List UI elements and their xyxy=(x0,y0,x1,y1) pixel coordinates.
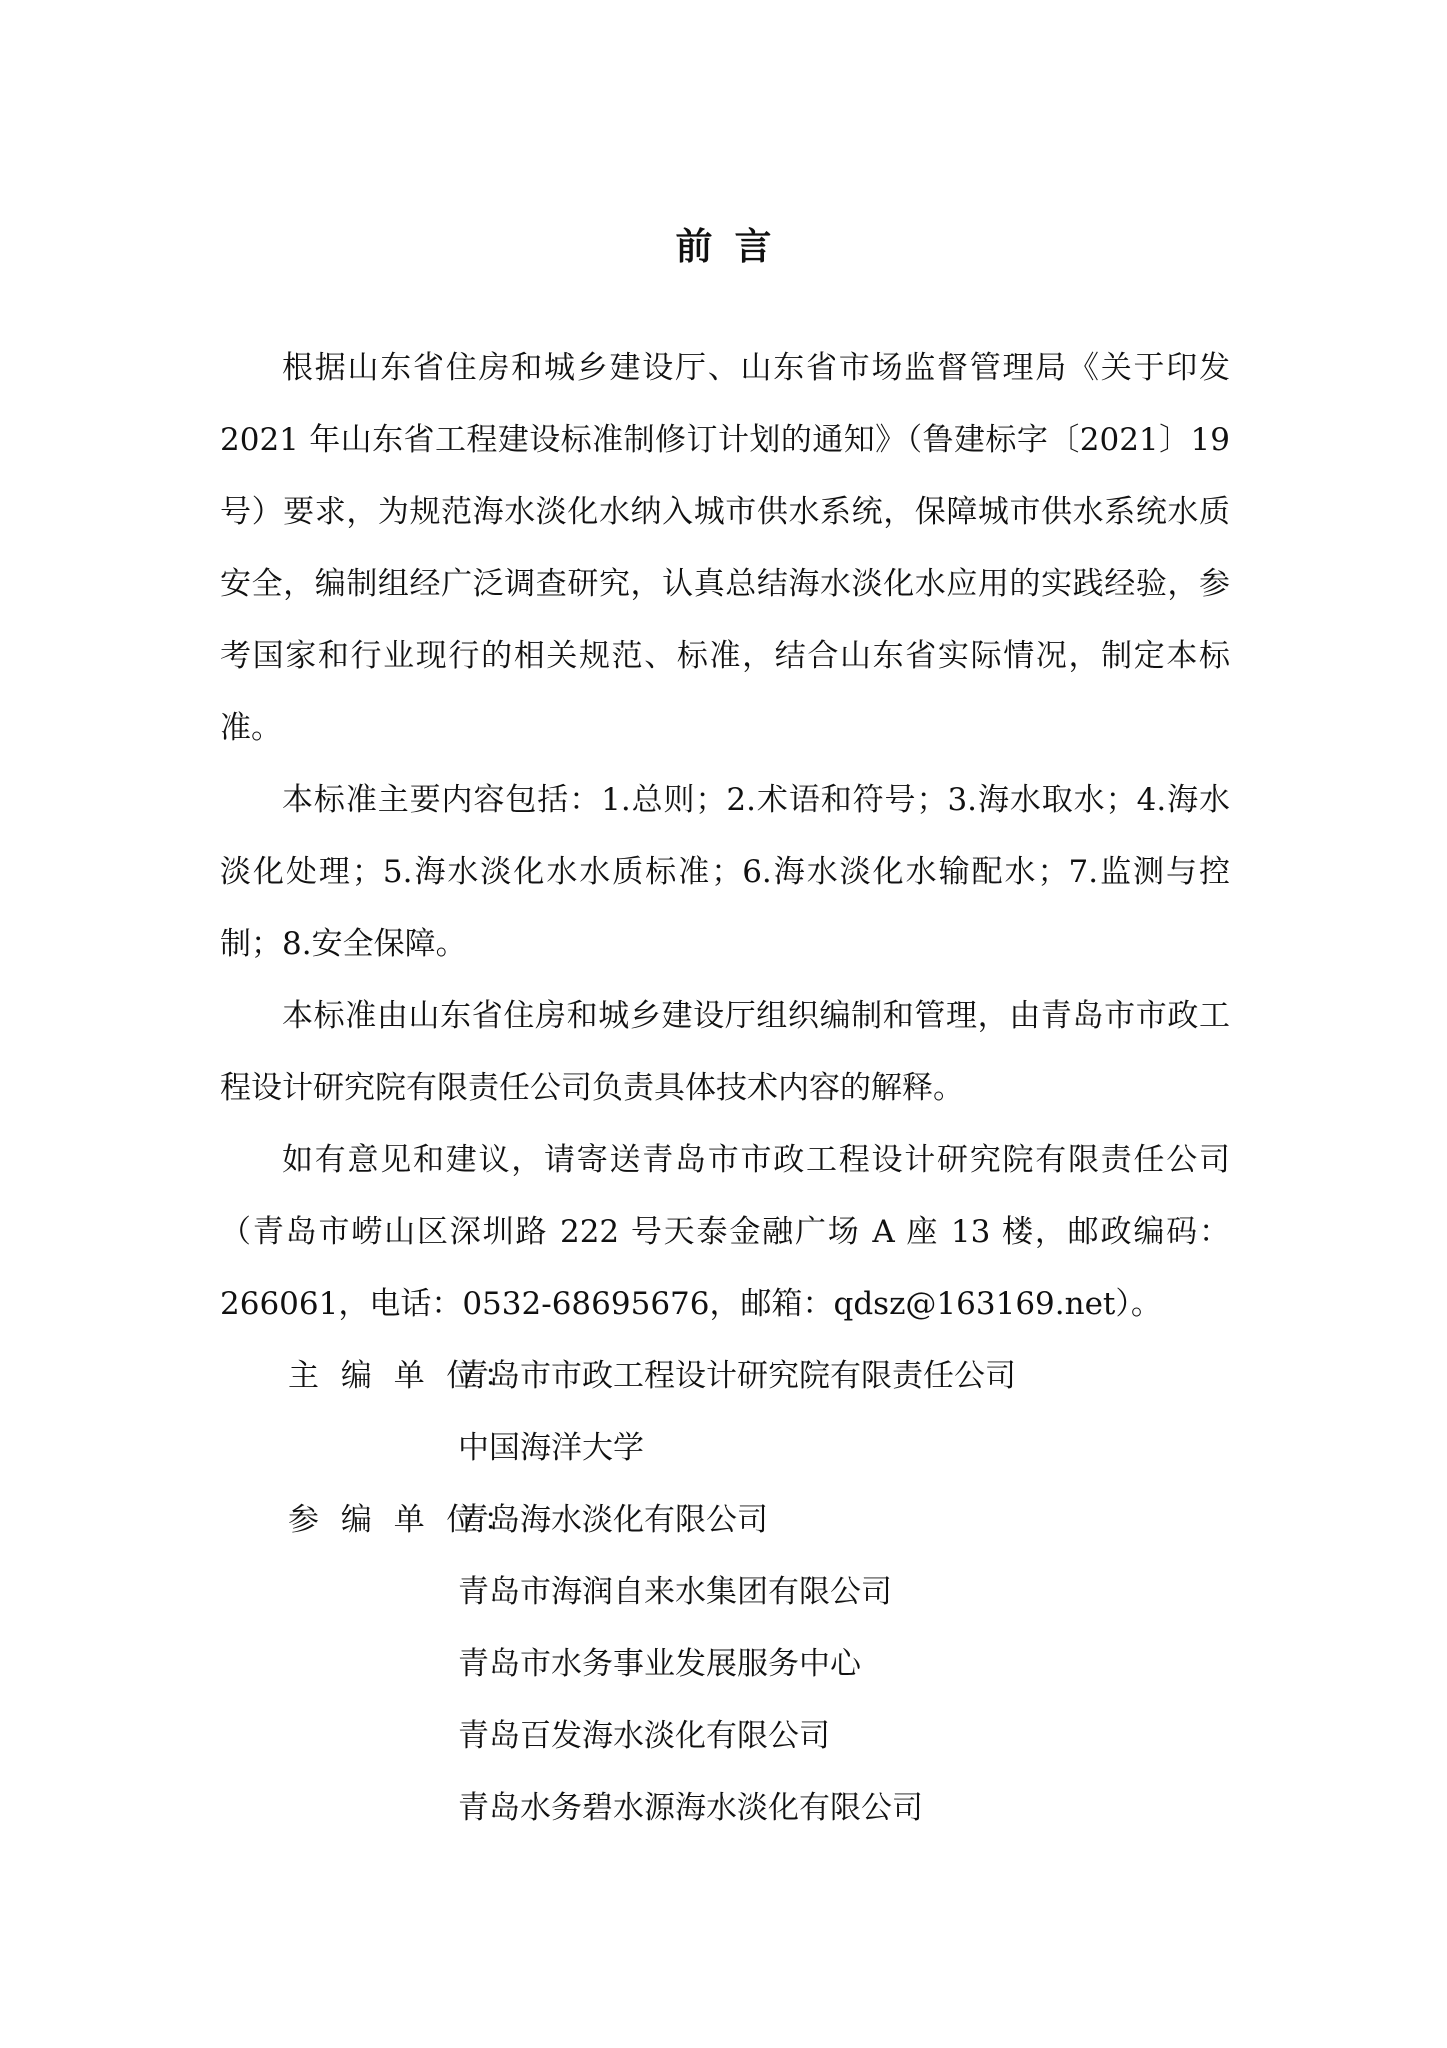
document-body xyxy=(220,332,1230,1844)
page-title: 前言 xyxy=(675,224,794,268)
chief-unit-name: 中国海洋大学 xyxy=(458,1430,644,1466)
units-section xyxy=(220,1340,1230,1844)
participating-units-label: 参 编 单 位： xyxy=(288,1502,521,1538)
chief-unit-name: 青岛市市政工程设计研究院有限责任公司 xyxy=(458,1358,1016,1394)
paragraph-background: 根据山东省住房和城乡建设厅、山东省市场监督管理局《关于印发 2021 年山东省工程建设标准制修订计划的通知》（鲁建标字〔2021〕19 号）要求，为规范海水淡化水纳入城市供水系统，保障城市供水系统水质安全，编制组经广泛调查研究，认真总结海水淡化水应用的实践经验，参考国家和行业现行的相关规范、标准，结合山东省实际情况，制定本标准。 xyxy=(220,350,1230,746)
participating-units-row xyxy=(220,1484,1230,1844)
paragraph-contact: 如有意见和建议，请寄送青岛市市政工程设计研究院有限责任公司（青岛市崂山区深圳路 222 号天泰金融广场 A 座 13 楼，邮政编码：266061，电话：0532-68695676，邮箱：qdsz@163169.net）。 xyxy=(220,1142,1230,1322)
participating-unit-name: 青岛水务碧水源海水淡化有限公司 xyxy=(458,1790,923,1826)
participating-unit-name: 青岛百发海水淡化有限公司 xyxy=(458,1718,830,1754)
chief-units-row xyxy=(220,1340,1230,1484)
chief-units-list xyxy=(458,1340,1230,1484)
paragraph-contents: 本标准主要内容包括：1.总则；2.术语和符号；3.海水取水；4.海水淡化处理；5.海水淡化水水质标准；6.海水淡化水输配水；7.监测与控制；8.安全保障。 xyxy=(220,782,1230,962)
paragraph-management: 本标准由山东省住房和城乡建设厅组织编制和管理，由青岛市市政工程设计研究院有限责任公司负责具体技术内容的解释。 xyxy=(220,998,1230,1106)
chief-units-label: 主 编 单 位： xyxy=(288,1358,521,1394)
participating-units-list xyxy=(458,1484,1230,1844)
participating-unit-name: 青岛市海润自来水集团有限公司 xyxy=(458,1574,892,1610)
participating-unit-name: 青岛市水务事业发展服务中心 xyxy=(458,1646,861,1682)
participating-unit-name: 青岛海水淡化有限公司 xyxy=(458,1502,768,1538)
